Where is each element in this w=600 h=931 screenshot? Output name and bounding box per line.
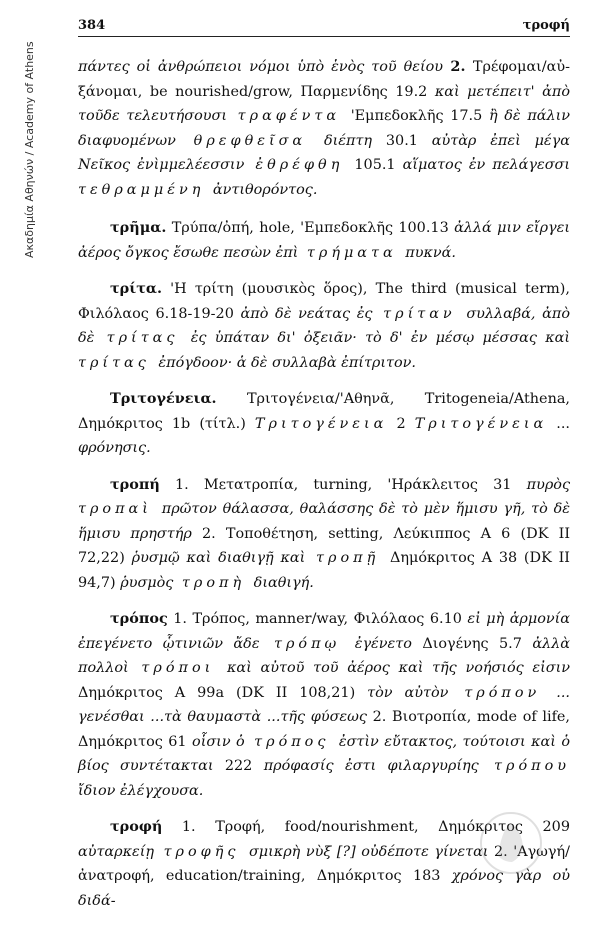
spaced-term: Τριτογένεια (254, 415, 388, 432)
entry-continuation (78, 55, 570, 202)
spaced-term: Τριτογένεια (414, 415, 548, 432)
quote: αἵματος ἐν πελάγεσσι (402, 157, 570, 173)
citation: 222 (213, 758, 264, 774)
quote: τὸν αὐτὸν (367, 684, 449, 701)
entry-trope (78, 473, 570, 596)
headword: τρίτα. (110, 280, 162, 297)
entry-tritogeneia (78, 387, 570, 461)
spaced-term: τρίτας (94, 330, 191, 346)
ellipsis: ... (547, 415, 570, 432)
citation: Δημόκριτος A 99a (DK II 108,21) (78, 684, 368, 701)
quote: ... γενέσθαι ...τὰ θαυμαστὰ ...τῆς φύσεως (78, 684, 570, 725)
spaced-term: ἐθρέφθη (244, 157, 355, 173)
quote: πρόφασίς ἐστι φιλαργυρίης (263, 758, 479, 774)
quote: ἀπὸ δὲ νεάτας ἐς (240, 305, 373, 322)
spaced-term: τρόποι (128, 660, 227, 676)
quote: ἀλλά μιν εἴργει ἀέρος ὄγκος ἔσωθε πεσὼν ἐπὶ (78, 220, 570, 261)
citation: 2 (387, 415, 415, 432)
quote: ἐπόγδοον· ἁ δὲ συλλαβὰ ἐπίτριτον. (158, 354, 416, 371)
quote: σμικρὴ νὺξ [?] οὐδέποτε γίνεται (248, 843, 489, 860)
dictionary-content (78, 55, 570, 913)
spaced-term: τρόπον (448, 684, 557, 701)
spaced-term: τρίταν (372, 305, 467, 322)
headword: Τριτογένεια. (110, 390, 217, 407)
quote: ῥυσμὸς (120, 574, 174, 591)
quote: ἴδιον ἐλέγχουσα. (78, 782, 204, 799)
gloss: 2. Βιοτροπία, mode of life, Δημόκριτος 61 (78, 709, 570, 750)
watermark-emblem (476, 808, 546, 878)
entry-tropos (78, 607, 570, 803)
page (78, 18, 570, 925)
headword: τροφή (110, 818, 163, 835)
entry-trema (78, 216, 570, 265)
quote: συλλαβά, ἀπὸ δὲ (78, 305, 570, 346)
gloss: 2. 'Αγωγή/ἀνατροφή, education/training, Δημόκριτος 183 (78, 843, 570, 884)
quote: καὶ αὐτοῦ τοῦ ἀέρος καὶ τῆς νοήσιός εἰσιν (227, 660, 571, 676)
quote: καὶ μετέπειτ' ἀπὸ τοῦδε τελευτήσουσι (78, 83, 570, 124)
quote: ῥυσμῷ καὶ διαθιγῇ καὶ (131, 550, 306, 566)
citation: 30.1 (372, 132, 432, 149)
gloss: 2. Τοποθέτηση, setting, Λεύκιππος A 6 (DK II 72,22) (78, 525, 571, 566)
gloss: 'Η τρίτη (μουσικὸς ὅρος), The third (musical term), Φιλόλαος 6.18-19-20 (78, 281, 570, 322)
gloss: Τρύπα/ὀπή, hole, 'Εμπεδοκλῆς 100.13 (166, 220, 455, 236)
quote: αὐτὰρ ἐπεὶ μέγα Νεῖκος ἐνὶμμελέεσσιν (78, 132, 570, 173)
spaced-term: τροπὴ (173, 574, 254, 591)
quote: διαθιγή. (253, 574, 314, 591)
side-credit: Ακαδημία Αθηνών / Academy of Athens (23, 41, 36, 258)
quote: πυρὸς (526, 476, 570, 493)
running-head: τροφή (522, 18, 570, 33)
quote: οἷσιν ὁ (192, 733, 245, 750)
sense-number: 2. (443, 58, 473, 75)
quote: χρόνος γὰρ οὐ διδά- (78, 868, 570, 909)
spaced-term: τεθραμμένη (78, 181, 213, 198)
gloss: 1. Τροφή, food/nourishment, Δημόκριτος 209 (162, 819, 570, 835)
spaced-term: τρίτας (78, 354, 159, 371)
gloss: Τριτογένεια/'Αθηνᾶ, Tritogeneia/Athena, Δημόκριτος 1b (τίτλ.) (78, 391, 570, 432)
quote: πυκνά. (405, 244, 456, 261)
quote: διέπτη (323, 132, 373, 149)
spaced-term: τραφέντα (227, 108, 351, 124)
quote: ἢ δὲ πάλιν διαφυομένων (78, 108, 571, 149)
quote: πάντες οἱ ἀνθρώπειοι νόμοι ὑπὸ ἑνὸς τοῦ θείου (78, 59, 444, 75)
headword: τρόπος (110, 610, 168, 627)
gloss: 1. Μετατροπία, turning, 'Ηράκλειτος 31 (159, 476, 527, 493)
spaced-term: τροπαὶ (78, 501, 162, 517)
gloss: 1. Τρόπος, manner/way, Φιλόλαος 6.10 (167, 611, 468, 627)
headword: τρῆμα. (110, 219, 167, 236)
page-header (78, 18, 570, 37)
quote: ἐγένετο (354, 635, 412, 652)
quote: πρῶτον θάλασσα, θαλάσσης δὲ τὸ μὲν ἥμισυ γῆ, τὸ δὲ ἥμισυ πρηστήρ (78, 501, 571, 542)
citation: Διογένης 5.7 (411, 635, 533, 652)
spaced-term: τροπῇ (305, 550, 391, 566)
spaced-term: τρήματα (298, 244, 406, 261)
quote: ἀλλὰ πολλοὶ (78, 635, 570, 676)
entry-trita (78, 277, 570, 375)
quote: αὐταρκείῃ (78, 843, 155, 860)
headword: τροπή (110, 475, 160, 493)
quote: φρόνησις. (78, 440, 151, 456)
citation: Δημόκριτος A 38 (DK II 94,7) (78, 550, 570, 591)
quote: ἐστὶν εὔτακτος, τούτοισι καὶ ὁ βίος συντέτακται (78, 733, 571, 774)
spaced-term: θρεφθεῖσα (175, 132, 324, 149)
spaced-term: τροφῆς (154, 843, 249, 860)
spaced-term: τρόπῳ (259, 635, 355, 652)
spaced-term: τρόπος (244, 733, 339, 750)
citation: 105.1 (354, 157, 403, 173)
quote: εἰ μὴ ἁρμονία ἐπεγένετο ᾧτινιῶν ἄδε (78, 611, 570, 652)
spaced-term: τρόπου (478, 758, 570, 774)
quote: ἐς ὑπάταν δι' ὀξειᾶν· τὸ δ' ἐν μέσῳ μέσσας καὶ (190, 330, 570, 346)
page-number: 384 (78, 18, 106, 33)
quote: ἀντιθορόντος. (212, 181, 318, 198)
citation: 'Εμπεδοκλῆς 17.5 (350, 108, 489, 124)
gloss: Τρέφομαι/αὐ-ξάνομαι, be nourished/grow, Παρμενίδης 19.2 (78, 59, 570, 100)
